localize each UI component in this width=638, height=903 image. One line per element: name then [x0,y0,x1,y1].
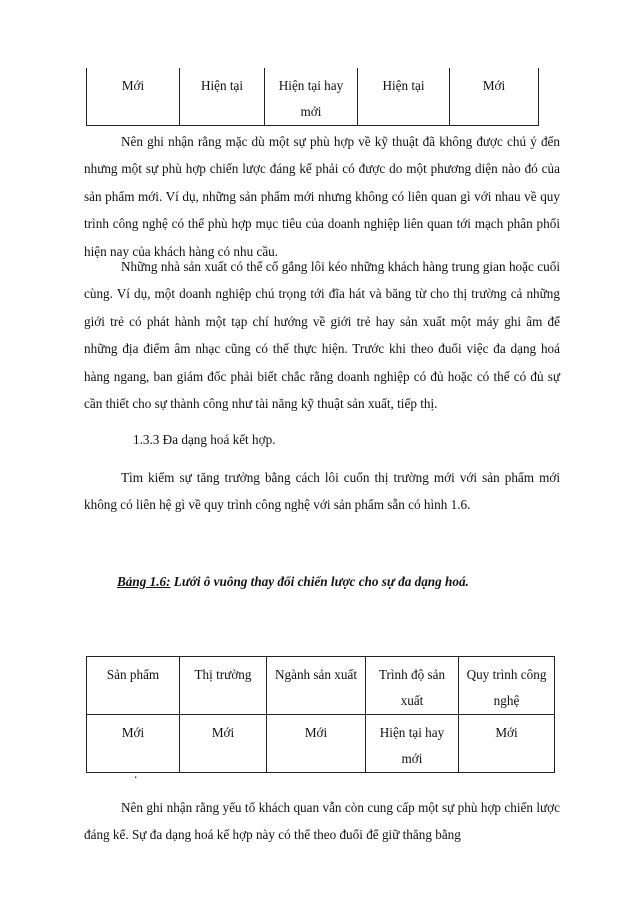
table-cell: Mới [180,715,267,773]
top-table [86,68,539,126]
stray-mark: . [134,766,138,781]
caption-label: Bảng 1.6: [117,574,171,589]
table-cell: Hiện tại [180,68,265,126]
table-header-cell: Ngành sản xuất [267,657,366,715]
table-header-cell: Thị trường [180,657,267,715]
table-header-row [87,657,555,715]
table-cell: Mới [87,715,180,773]
diversification-table [86,656,555,773]
table-cell: Hiện tại [358,68,450,126]
caption-text: Lưới ô vuông thay đổi chiến lược cho sự đa dạng hoá. [170,574,469,589]
section-heading: 1.3.3 Đa dạng hoá kết hợp. [133,432,276,447]
table-row [87,715,555,773]
paragraph-technical-fit: Nên ghi nhận rằng mặc dù một sự phù hợp về kỹ thuật đã không được chú ý đến nhưng một sự phù hợp chiến lược đáng kể phải có được do một phương diện nào đó của sản phẩm mới. Ví dụ, những sản phẩm mới nhưng không có liên quan gì với nhau về quy trình công nghệ có thể phù hợp mục tiêu của doanh nghiệp liên quan tới mạch phân phối hiện nay của khách hàng có nhu cầu. [84,134,560,259]
table-header-cell: Trình độ sản xuất [366,657,459,715]
table-cell: Mới [87,68,180,126]
table-cell: Mới [450,68,539,126]
table-cell: Mới [459,715,555,773]
table-header-cell: Quy trình công nghệ [459,657,555,715]
table-cell: Hiện tại hay mới [366,715,459,773]
table-cell: Hiện tại hay mới [265,68,358,126]
paragraph-objective-factor: Nên ghi nhận rằng yếu tố khách quan vẫn còn cung cấp một sự phù hợp chiến lược đáng kể. Sự đa dạng hoá kế hợp này có thể theo đuổi để giữ thăng bằng [84,800,560,843]
table-row [87,68,539,126]
table-cell: Mới [267,715,366,773]
table-caption [117,574,469,590]
paragraph-growth: Tìm kiếm sự tăng trưởng bằng cách lôi cuốn thị trường mới với sản phẩm mới không có liên hệ gì về quy trình công nghệ với sản phẩm sẵn có hình 1.6. [84,470,560,513]
paragraph-intermediaries: Những nhà sản xuất có thể cố gắng lôi kéo những khách hàng trung gian hoặc cuối cùng. Ví dụ, một doanh nghiệp chú trọng tới đĩa hát và băng từ cho thị trường cả những giới trẻ có phát hành một tạp chí hướng về giới trẻ hay sản xuất một máy ghi âm để những địa điểm âm nhạc cũng có thể thực hiện. Trước khi theo đuổi việc đa dạng hoá hàng ngang, ban giám đốc phải biết chắc rằng doanh nghiệp có đủ hoặc có thể có đủ sự cần thiết cho sự thành công như tài năng kỹ thuật sản xuất, tiếp thị. [84,259,560,412]
table-header-cell: Sản phẩm [87,657,180,715]
